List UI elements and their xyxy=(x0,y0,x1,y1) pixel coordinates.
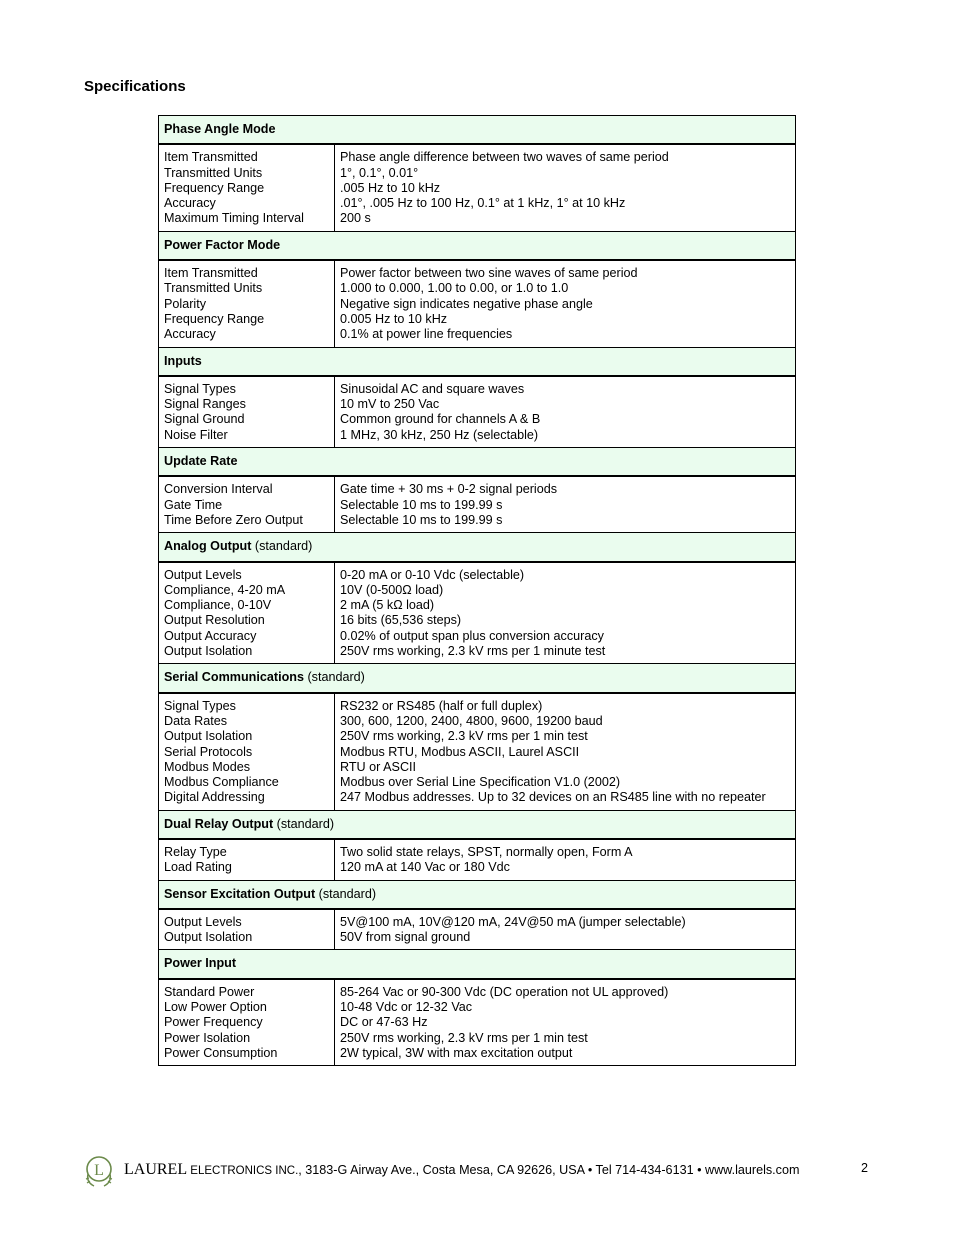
spec-label: Compliance, 4-20 mA xyxy=(164,582,286,597)
spec-labels-cell xyxy=(159,979,335,1066)
spec-label: Low Power Option xyxy=(164,1000,267,1015)
spec-values-cell xyxy=(335,376,796,448)
section-header xyxy=(159,664,796,693)
spec-value: 0.1% at power line frequencies xyxy=(340,327,513,342)
spec-label: Output Isolation xyxy=(164,729,253,744)
spec-label: Compliance, 0-10V xyxy=(164,598,272,613)
section-title: Update Rate xyxy=(164,454,238,469)
spec-value: 0-20 mA or 0-10 Vdc (selectable) xyxy=(340,567,525,582)
spec-value: Power factor between two sine waves of same period xyxy=(340,266,638,281)
spec-labels-cell xyxy=(159,476,335,532)
spec-values-cell xyxy=(335,979,796,1066)
spec-values-cell xyxy=(335,144,796,231)
spec-label: Output Accuracy xyxy=(164,628,257,643)
spec-label: Polarity xyxy=(164,296,206,311)
spec-label: Modbus Modes xyxy=(164,759,251,774)
spec-value: 120 mA at 140 Vac or 180 Vdc xyxy=(340,860,510,875)
spec-value: Selectable 10 ms to 199.99 s xyxy=(340,512,503,527)
section-header-cell xyxy=(159,950,796,979)
spec-value: Modbus over Serial Line Specification V1.0 (2002) xyxy=(340,775,621,790)
spec-value: Sinusoidal AC and square waves xyxy=(340,381,525,396)
spec-value: 1°, 0.1°, 0.01° xyxy=(340,165,419,180)
section-header xyxy=(159,347,796,376)
spec-label: Item Transmitted xyxy=(164,150,258,165)
spec-label: Output Resolution xyxy=(164,613,265,628)
spec-label: Gate Time xyxy=(164,497,223,512)
spec-value: 5V@100 mA, 10V@120 mA, 24V@50 mA (jumper selectable) xyxy=(340,914,686,929)
spec-label: Signal Types xyxy=(164,698,236,713)
section-header xyxy=(159,950,796,979)
spec-value: Common ground for channels A & B xyxy=(340,412,541,427)
spec-label: Output Levels xyxy=(164,567,242,582)
spec-label: Power Consumption xyxy=(164,1045,278,1060)
spec-value: 10 mV to 250 Vac xyxy=(340,397,440,412)
spec-value: .01°, .005 Hz to 100 Hz, 0.1° at 1 kHz, 1° at 10 kHz xyxy=(340,196,626,211)
spec-value: 10-48 Vdc or 12-32 Vac xyxy=(340,1000,473,1015)
spec-value: DC or 47-63 Hz xyxy=(340,1015,428,1030)
spec-label: Noise Filter xyxy=(164,427,228,442)
spec-label: Serial Protocols xyxy=(164,744,253,759)
section-title: Sensor Excitation Output xyxy=(164,886,316,901)
brand-name: LAUREL xyxy=(124,1161,188,1178)
spec-label: Modbus Compliance xyxy=(164,775,279,790)
page-title: Specifications xyxy=(84,78,186,95)
spec-label: Power Frequency xyxy=(164,1015,263,1030)
spec-value: 300, 600, 1200, 2400, 4800, 9600, 19200 baud xyxy=(340,713,603,728)
spec-value: Phase angle difference between two waves of same period xyxy=(340,150,669,165)
section-title: Power Input xyxy=(164,956,237,971)
spec-label: Output Isolation xyxy=(164,644,253,659)
company-suffix: ELECTRONICS INC. xyxy=(187,1165,299,1177)
section-title: Power Factor Mode xyxy=(164,237,281,252)
spec-values-cell xyxy=(335,476,796,532)
page-number: 2 xyxy=(861,1161,869,1175)
section-body-row xyxy=(159,376,796,448)
spec-label: Power Isolation xyxy=(164,1030,251,1045)
section-body-row xyxy=(159,144,796,231)
section-body-row xyxy=(159,476,796,532)
spec-labels-cell xyxy=(159,144,335,231)
spec-values-cell xyxy=(335,260,796,347)
section-header-cell xyxy=(159,664,796,693)
spec-value: 10V (0-500Ω load) xyxy=(340,582,444,597)
spec-values-cell xyxy=(335,839,796,880)
spec-label: Transmitted Units xyxy=(164,281,263,296)
spec-values-cell xyxy=(335,909,796,950)
spec-value: Selectable 10 ms to 199.99 s xyxy=(340,497,503,512)
section-body-row xyxy=(159,839,796,880)
section-header-cell xyxy=(159,533,796,562)
spec-label: Maximum Timing Interval xyxy=(164,211,304,226)
spec-value: 50V from signal ground xyxy=(340,930,471,945)
spec-labels-cell xyxy=(159,562,335,664)
spec-labels-cell xyxy=(159,839,335,880)
spec-label: Load Rating xyxy=(164,860,232,875)
spec-label: Accuracy xyxy=(164,196,216,211)
spec-value: 85-264 Vac or 90-300 Vdc (DC operation not UL approved) xyxy=(340,984,669,999)
section-note: (standard) xyxy=(251,539,313,554)
footer-address: , 3183-G Airway Ave., Costa Mesa, CA 92626, USA • Tel 714-434-6131 • www.laurels.com xyxy=(298,1163,800,1177)
spec-value: 2W typical, 3W with max excitation output xyxy=(340,1045,573,1060)
spec-label: Relay Type xyxy=(164,844,227,859)
section-title: Inputs xyxy=(164,353,202,368)
spec-value: 16 bits (65,536 steps) xyxy=(340,613,462,628)
section-header xyxy=(159,448,796,477)
section-header xyxy=(159,880,796,909)
spec-value: 0.02% of output span plus conversion accuracy xyxy=(340,628,604,643)
spec-labels-cell xyxy=(159,376,335,448)
spec-value: Modbus RTU, Modbus ASCII, Laurel ASCII xyxy=(340,744,580,759)
spec-labels-cell xyxy=(159,693,335,811)
section-header xyxy=(159,231,796,260)
section-body-row xyxy=(159,260,796,347)
section-note: (standard) xyxy=(315,886,377,901)
section-title: Serial Communications xyxy=(164,670,304,685)
section-header xyxy=(159,810,796,839)
spec-value: 1.000 to 0.000, 1.00 to 0.00, or 1.0 to 1.0 xyxy=(340,281,569,296)
spec-value: RTU or ASCII xyxy=(340,759,417,774)
section-title: Dual Relay Output xyxy=(164,816,274,831)
spec-labels-cell xyxy=(159,260,335,347)
section-header-cell xyxy=(159,231,796,260)
spec-label: Data Rates xyxy=(164,713,227,728)
spec-value: 1 MHz, 30 kHz, 250 Hz (selectable) xyxy=(340,427,539,442)
spec-label: Frequency Range xyxy=(164,180,265,195)
spec-value: 2 mA (5 kΩ load) xyxy=(340,598,435,613)
spec-values-cell xyxy=(335,562,796,664)
spec-value: 250V rms working, 2.3 kV rms per 1 minute test xyxy=(340,644,606,659)
spec-label: Signal Ground xyxy=(164,412,245,427)
spec-value: RS232 or RS485 (half or full duplex) xyxy=(340,698,543,713)
spec-label: Standard Power xyxy=(164,984,255,999)
spec-values-cell xyxy=(335,693,796,811)
spec-label: Signal Types xyxy=(164,381,236,396)
section-body-row xyxy=(159,562,796,664)
section-note: (standard) xyxy=(303,670,365,685)
spec-label: Output Levels xyxy=(164,914,242,929)
section-note: (standard) xyxy=(273,816,335,831)
spec-value: 247 Modbus addresses. Up to 32 devices on an RS485 line with no repeater xyxy=(340,790,766,805)
section-body-row xyxy=(159,693,796,811)
section-title: Analog Output xyxy=(164,539,252,554)
section-header-cell xyxy=(159,448,796,477)
section-header-cell xyxy=(159,810,796,839)
spec-value: 250V rms working, 2.3 kV rms per 1 min test xyxy=(340,1030,588,1045)
spec-value: 250V rms working, 2.3 kV rms per 1 min test xyxy=(340,729,588,744)
spec-value: Negative sign indicates negative phase angle xyxy=(340,296,593,311)
spec-label: Transmitted Units xyxy=(164,165,263,180)
spec-value: 200 s xyxy=(340,211,371,226)
specifications-table xyxy=(158,115,796,1066)
section-header xyxy=(159,116,796,145)
logo-letter: L xyxy=(94,1162,104,1179)
section-header-cell xyxy=(159,116,796,145)
spec-labels-cell xyxy=(159,909,335,950)
spec-label: Signal Ranges xyxy=(164,397,246,412)
spec-value: Two solid state relays, SPST, normally open, Form A xyxy=(340,844,633,859)
footer-contact xyxy=(124,1161,799,1179)
section-body-row xyxy=(159,909,796,950)
spec-label: Digital Addressing xyxy=(164,790,265,805)
spec-label: Item Transmitted xyxy=(164,266,258,281)
section-header-cell xyxy=(159,347,796,376)
section-body-row xyxy=(159,979,796,1066)
spec-value: .005 Hz to 10 kHz xyxy=(340,180,441,195)
laurel-logo-icon xyxy=(82,1154,116,1188)
spec-label: Time Before Zero Output xyxy=(164,512,303,527)
spec-label: Conversion Interval xyxy=(164,482,273,497)
section-title: Phase Angle Mode xyxy=(164,122,276,136)
spec-label: Output Isolation xyxy=(164,930,253,945)
spec-label: Accuracy xyxy=(164,327,216,342)
spec-value: 0.005 Hz to 10 kHz xyxy=(340,311,448,326)
spec-label: Frequency Range xyxy=(164,311,265,326)
page-footer xyxy=(82,1152,882,1188)
section-header xyxy=(159,533,796,562)
spec-value: Gate time + 30 ms + 0-2 signal periods xyxy=(340,482,558,497)
section-header-cell xyxy=(159,880,796,909)
